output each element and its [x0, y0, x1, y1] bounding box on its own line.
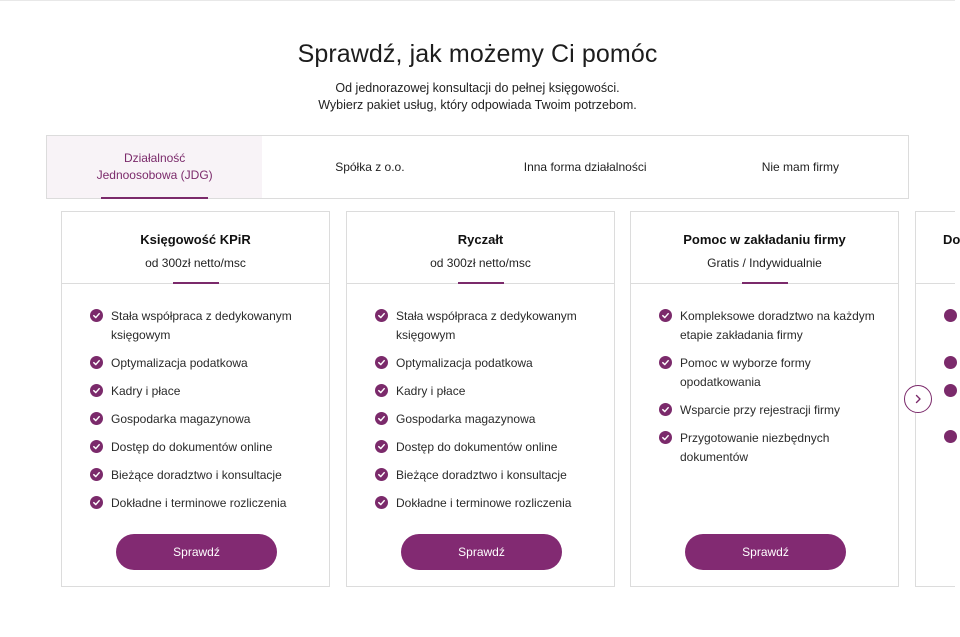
check-icon [944, 384, 957, 397]
feature-text: Przygotowanie niezbędnych dokumentów [680, 431, 830, 464]
sprawdz-button[interactable]: Sprawdź [685, 534, 846, 570]
card-price: Gratis / Indywidualnie [707, 256, 822, 270]
card-price: od 300zł netto/msc [430, 256, 531, 270]
check-icon [90, 356, 103, 369]
card-accent-line [742, 282, 788, 284]
feature-item [659, 429, 884, 467]
card-accent-line [173, 282, 219, 284]
check-icon [375, 496, 388, 509]
feature-item [90, 438, 315, 457]
check-icon [375, 384, 388, 397]
subtitle-line-2: Wybierz pakiet usług, który odpowiada Twoim potrzebom. [318, 98, 637, 112]
card-title-fragment: Do [943, 232, 960, 247]
feature-item [659, 307, 884, 345]
feature-text: Dokładne i terminowe rozliczenia [111, 496, 287, 510]
feature-list [659, 307, 884, 476]
feature-item [375, 466, 600, 485]
check-icon [659, 309, 672, 322]
feature-text: Bieżące doradztwo i konsultacje [111, 468, 282, 482]
feature-text: Dostęp do dokumentów online [396, 440, 558, 454]
feature-text: Kompleksowe doradztwo na każdym etapie zakładania firmy [680, 309, 875, 342]
tab-label: Działalność Jednoosobowa (JDG) [96, 151, 213, 182]
feature-item [659, 354, 884, 392]
feature-item [375, 410, 600, 429]
feature-text: Dokładne i terminowe rozliczenia [396, 496, 572, 510]
check-icon [659, 431, 672, 444]
feature-item [90, 307, 315, 345]
card-header [916, 212, 960, 284]
business-type-tabs [46, 135, 909, 199]
package-card-ryczalt [346, 211, 615, 587]
card-title: Ryczałt [457, 232, 504, 247]
tab-inna-forma[interactable] [478, 136, 693, 198]
feature-text: Kadry i płace [111, 384, 181, 398]
feature-text: Gospodarka magazynowa [111, 412, 251, 426]
feature-item [375, 307, 600, 345]
check-icon [375, 468, 388, 481]
tab-spolka-zoo[interactable] [262, 136, 477, 198]
check-icon [90, 309, 103, 322]
tab-label: Inna forma działalności [523, 159, 647, 174]
sprawdz-button[interactable]: Sprawdź [401, 534, 562, 570]
feature-text: Stała współpraca z dedykowanym księgowym [396, 309, 577, 342]
feature-text: Optymalizacja podatkowa [396, 356, 533, 370]
check-icon [944, 309, 957, 322]
check-icon [375, 356, 388, 369]
feature-text: Optymalizacja podatkowa [111, 356, 248, 370]
check-icon [659, 403, 672, 416]
section-title: Sprawdź, jak możemy Ci pomóc [297, 40, 658, 68]
check-icon [90, 384, 103, 397]
top-divider [0, 0, 955, 1]
feature-text: Dostęp do dokumentów online [111, 440, 273, 454]
check-icon [90, 440, 103, 453]
feature-text: Gospodarka magazynowa [396, 412, 536, 426]
card-title: Księgowość KPiR [140, 232, 251, 247]
feature-item [90, 466, 315, 485]
feature-item [375, 438, 600, 457]
tab-jdg[interactable] [47, 136, 262, 198]
check-icon [944, 430, 957, 443]
section-subtitle [0, 80, 955, 114]
feature-text: Bieżące doradztwo i konsultacje [396, 468, 567, 482]
carousel-next-button[interactable] [904, 385, 932, 413]
check-icon [375, 412, 388, 425]
feature-item [375, 494, 600, 513]
package-card-zakladanie-firmy [630, 211, 899, 587]
tab-nie-mam-firmy[interactable] [693, 136, 908, 198]
check-icon [90, 468, 103, 481]
feature-text: Kadry i płace [396, 384, 466, 398]
chevron-right-icon [913, 394, 923, 404]
feature-item [659, 401, 884, 420]
check-icon [90, 496, 103, 509]
feature-list [90, 307, 315, 522]
card-header [347, 212, 614, 284]
tab-label: Nie mam firmy [761, 159, 840, 174]
feature-item [90, 494, 315, 513]
sprawdz-button[interactable]: Sprawdź [116, 534, 277, 570]
card-price: od 300zł netto/msc [145, 256, 246, 270]
feature-item [375, 354, 600, 373]
feature-text: Stała współpraca z dedykowanym księgowym [111, 309, 292, 342]
card-header [62, 212, 329, 284]
feature-item [90, 410, 315, 429]
feature-list [375, 307, 600, 522]
check-icon [659, 356, 672, 369]
card-title: Pomoc w zakładaniu firmy [683, 232, 846, 247]
feature-item [375, 382, 600, 401]
feature-item [90, 354, 315, 373]
feature-text: Pomoc w wyborze formy opodatkowania [680, 356, 811, 389]
check-icon [375, 309, 388, 322]
check-icon [944, 356, 957, 369]
subtitle-line-1: Od jednorazowej konsultacji do pełnej księgowości. [335, 81, 620, 95]
tab-label: Spółka z o.o. [335, 159, 405, 174]
card-accent-line [458, 282, 504, 284]
check-icon [375, 440, 388, 453]
package-card-kpir [61, 211, 330, 587]
feature-item [90, 382, 315, 401]
check-icon [90, 412, 103, 425]
feature-text: Wsparcie przy rejestracji firmy [680, 403, 841, 417]
card-header [631, 212, 898, 284]
